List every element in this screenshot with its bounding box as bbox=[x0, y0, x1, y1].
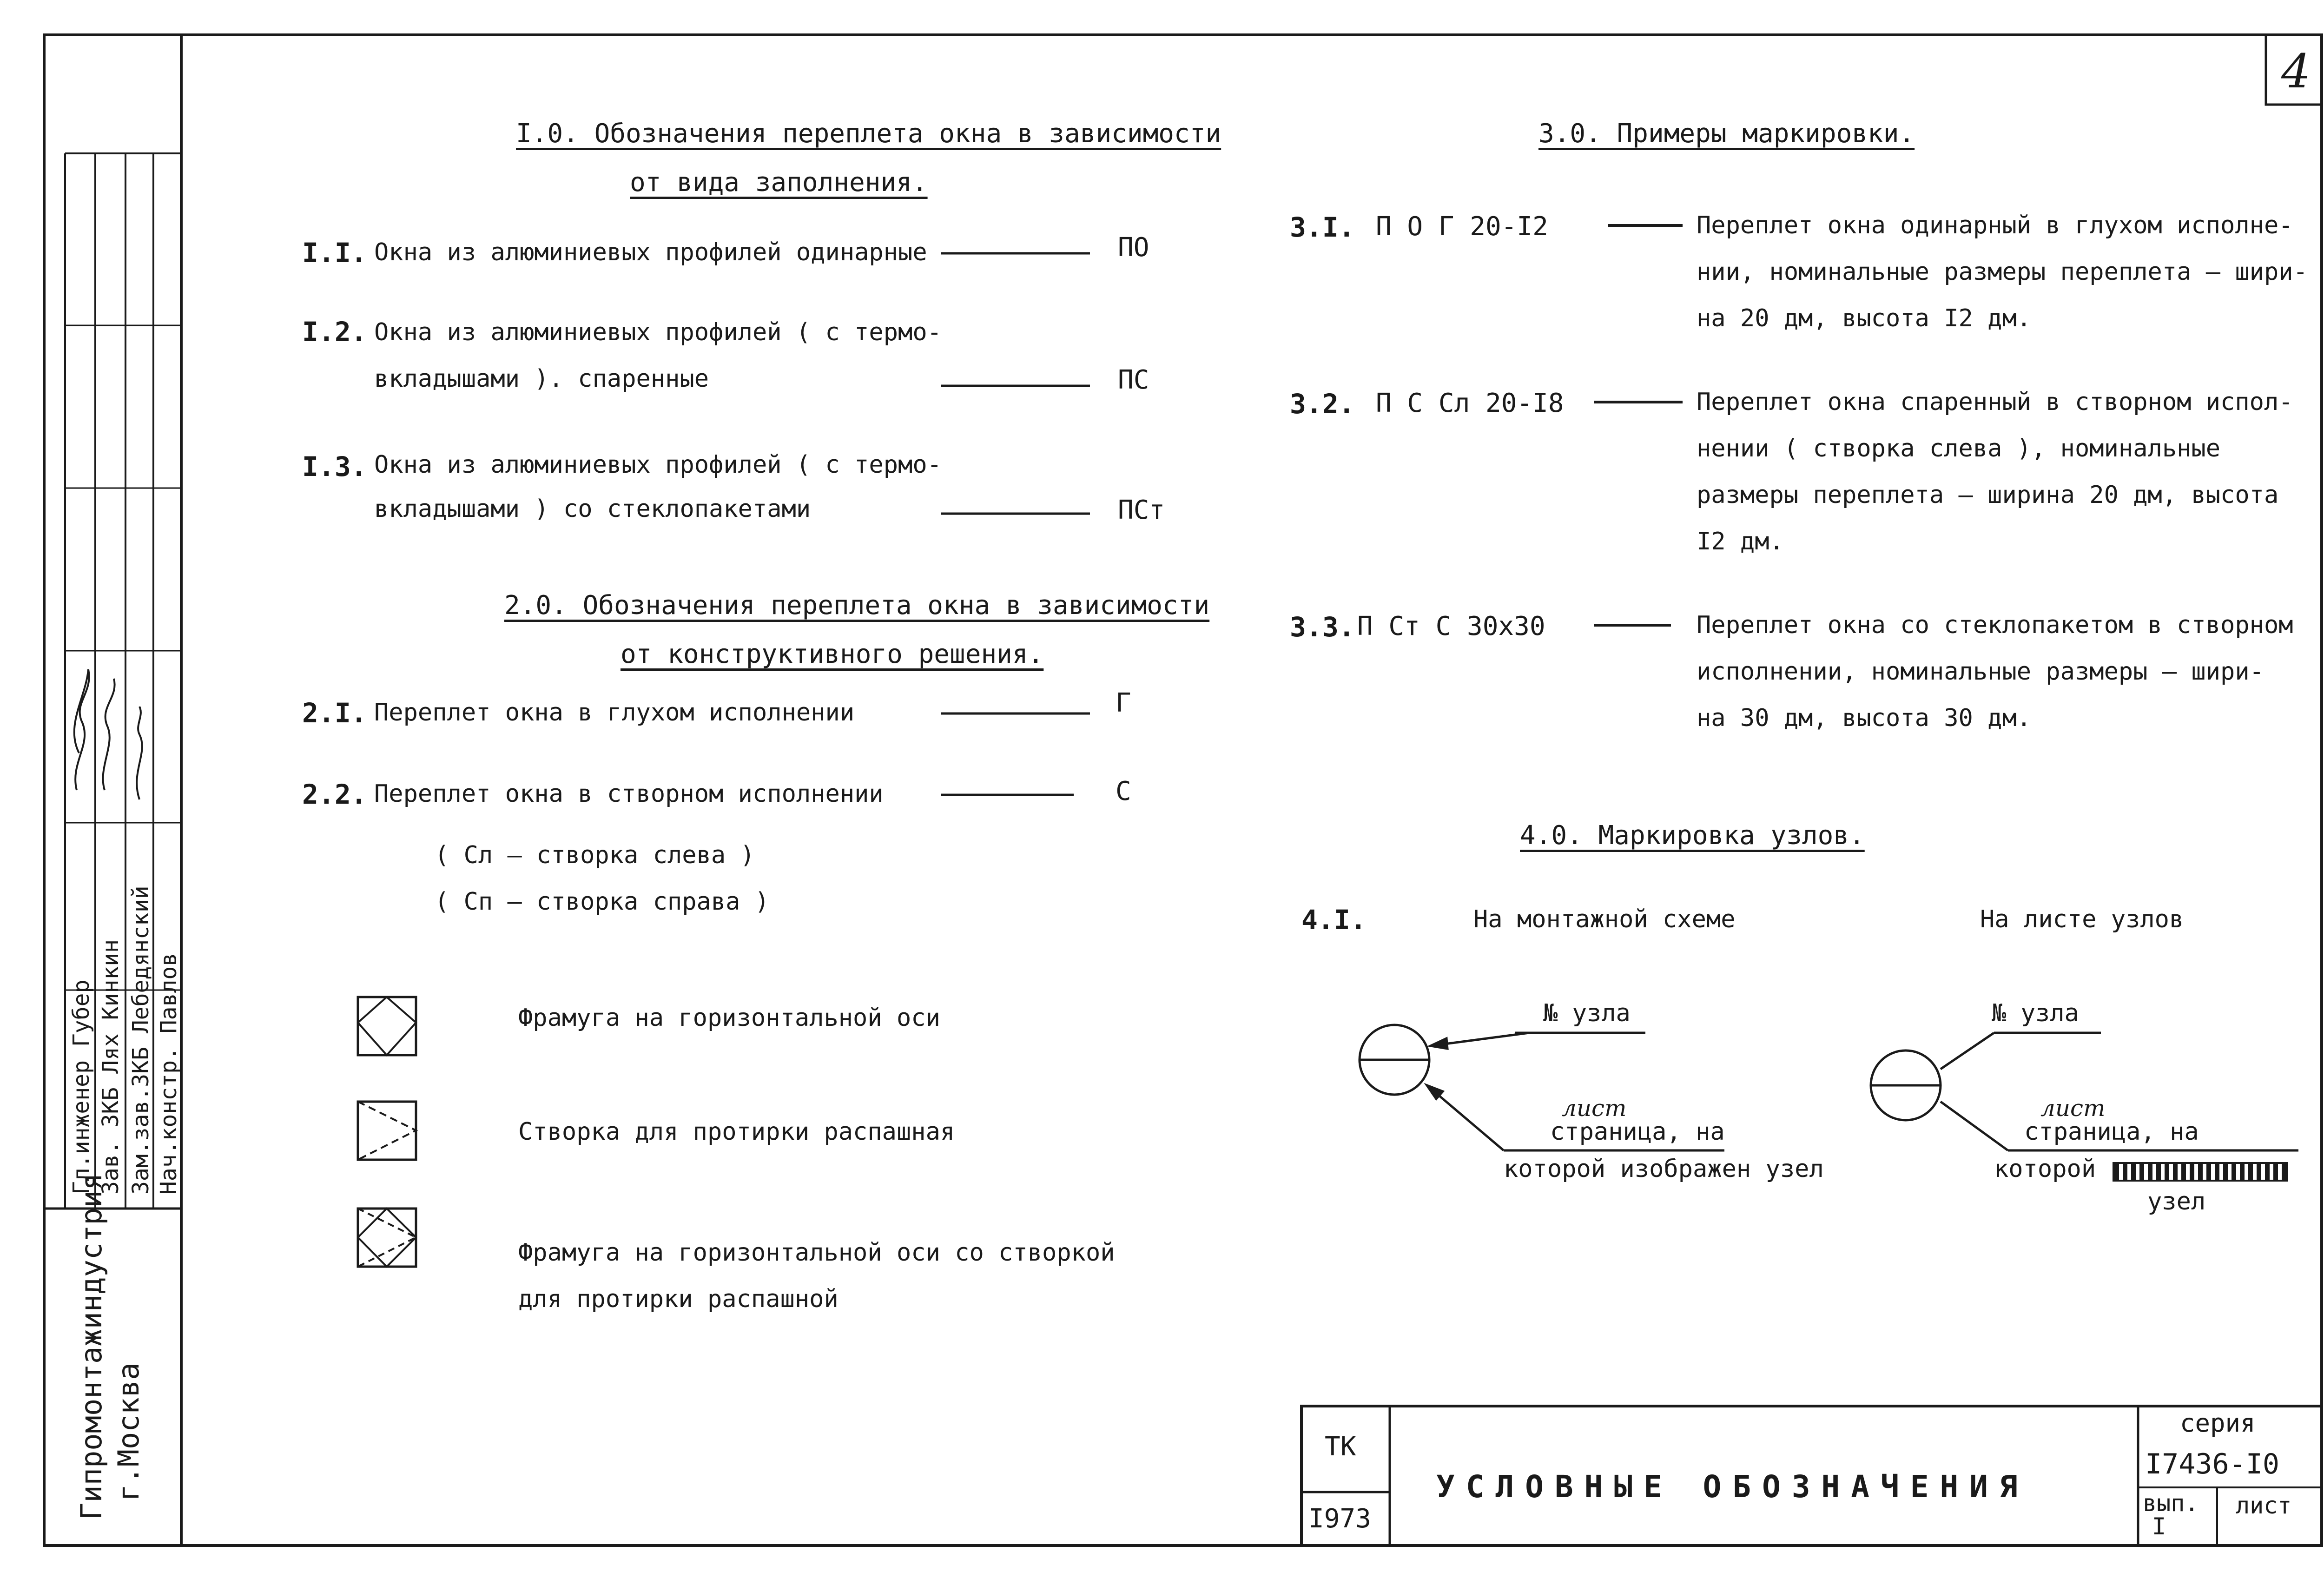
section4-title: 4.0. Маркировка узлов. bbox=[1520, 820, 1865, 851]
stamp-line-2: Зав. ЗКБ Лях Кинкин bbox=[98, 939, 124, 1195]
section3-title: 3.0. Примеры маркировки. bbox=[1538, 119, 1915, 149]
item-1-1-code: ПО bbox=[1118, 232, 1149, 263]
left-node-sheet-hand: лист bbox=[1562, 1095, 1627, 1122]
item-1-1-text: Окна из алюминиевых профилей одинарные bbox=[374, 238, 927, 266]
right-node-bottom-label2: узел bbox=[2147, 1188, 2206, 1215]
left-node-number-label: № узла bbox=[1543, 999, 1631, 1027]
left-node-caption: На монтажной схеме bbox=[1473, 905, 1736, 933]
sash-cleaning-swing-icon bbox=[358, 1102, 416, 1160]
item-2-2-code: С bbox=[1116, 776, 1131, 806]
left-node-bottom-label: которой изображен узел bbox=[1504, 1155, 1824, 1183]
note-sash-left: ( Сл – створка слева ) bbox=[435, 841, 755, 869]
item-3-1-line3: на 20 дм, высота I2 дм. bbox=[1697, 304, 2032, 332]
transom-with-sash-icon bbox=[358, 1209, 416, 1267]
issue-label: вып. bbox=[2143, 1490, 2199, 1517]
item-3-3-line2: исполнении, номинальные размеры – шири- bbox=[1697, 658, 2264, 686]
item-4-1-number: 4.I. bbox=[1301, 904, 1367, 936]
item-1-2-number: I.2. bbox=[302, 316, 367, 348]
item-3-3-line1: Переплет окна со стеклопакетом в створном bbox=[1697, 611, 2293, 639]
symbol-2-label: Створка для протирки распашная bbox=[518, 1118, 955, 1146]
item-2-1-text: Переплет окна в глухом исполнении bbox=[374, 699, 855, 727]
right-node-sheet-hand: лист bbox=[2040, 1095, 2106, 1122]
item-2-2-number: 2.2. bbox=[302, 779, 367, 810]
item-3-1-mark: П О Г 20-I2 bbox=[1376, 211, 1548, 242]
crossed-out-text-mark bbox=[2113, 1162, 2288, 1182]
item-3-2-line2: нении ( створка слева ), номинальные bbox=[1697, 435, 2221, 462]
title-block-code: ТК bbox=[1325, 1432, 1356, 1462]
symbol-3-label: Фрамуга на горизонтальной оси со створкой bbox=[518, 1239, 1115, 1267]
right-node-number-label: № узла bbox=[1992, 999, 2079, 1027]
item-2-1-code: Г bbox=[1116, 688, 1131, 718]
item-2-1-number: 2.I. bbox=[302, 697, 367, 729]
organization-name: Гипромонтажиндустрия bbox=[74, 1173, 108, 1520]
item-1-1-number: I.I. bbox=[302, 237, 367, 269]
item-3-1-line1: Переплет окна одинарный в глухом исполне- bbox=[1697, 211, 2293, 239]
item-1-3-number: I.3. bbox=[302, 451, 367, 482]
transom-horizontal-axis-icon bbox=[358, 997, 416, 1055]
symbol-1-label: Фрамуга на горизонтальной оси bbox=[518, 1004, 940, 1032]
symbol-3-label2: для протирки распашной bbox=[518, 1285, 838, 1313]
item-3-2-line1: Переплет окна спаренный в створном испол- bbox=[1697, 388, 2293, 416]
series-value: I7436-I0 bbox=[2145, 1448, 2279, 1480]
item-1-2-text: Окна из алюминиевых профилей ( с термо- bbox=[374, 318, 942, 346]
item-3-3-mark: П Ст С 30х30 bbox=[1357, 611, 1545, 641]
item-3-2-number: 3.2. bbox=[1290, 388, 1355, 420]
item-3-1-number: 3.I. bbox=[1290, 211, 1355, 243]
left-node-page-label: страница, на bbox=[1550, 1118, 1725, 1146]
item-1-2-text2: вкладышами ). спаренные bbox=[374, 365, 709, 393]
item-1-2-code: ПС bbox=[1118, 365, 1149, 395]
organization-city: г.Москва bbox=[112, 1362, 145, 1501]
right-node-bottom-label: которой bbox=[1994, 1155, 2096, 1183]
issue-value: I bbox=[2152, 1513, 2166, 1540]
item-3-2-line3: размеры переплета – ширина 20 дм, высота bbox=[1697, 481, 2279, 509]
stamp-line-1: Гл.инженер Губер bbox=[68, 979, 94, 1195]
item-1-3-text2: вкладышами ) со стеклопакетами bbox=[374, 495, 811, 523]
item-3-3-line3: на 30 дм, высота 30 дм. bbox=[1697, 704, 2032, 732]
item-3-1-line2: нии, номинальные размеры переплета – шири- bbox=[1697, 258, 2308, 286]
item-3-2-mark: П С Сл 20-I8 bbox=[1376, 388, 1564, 418]
sheet-label: лист bbox=[2236, 1492, 2292, 1519]
item-2-2-text: Переплет окна в створном исполнении bbox=[374, 780, 884, 808]
section1-title-line1: I.0. Обозначения переплета окна в зависимости bbox=[516, 119, 1221, 149]
right-node-page-label: страница, на bbox=[2024, 1118, 2199, 1146]
page-number: 4 bbox=[2281, 44, 2311, 99]
series-label: серия bbox=[2180, 1408, 2256, 1438]
section1-title-line2: от вида заполнения. bbox=[630, 167, 928, 198]
title-block-year: I973 bbox=[1308, 1504, 1371, 1534]
item-3-2-line4: I2 дм. bbox=[1697, 528, 1784, 555]
drawing-title: УСЛОВНЫЕ ОБОЗНАЧЕНИЯ bbox=[1436, 1469, 2029, 1505]
stamp-line-3: Зам.зав.ЗКБ Лебедянский bbox=[128, 885, 154, 1195]
note-sash-right: ( Сп – створка справа ) bbox=[435, 888, 770, 916]
item-1-3-text: Окна из алюминиевых профилей ( с термо- bbox=[374, 451, 942, 479]
item-1-3-code: ПСт bbox=[1118, 495, 1165, 525]
section2-title-line2: от конструктивного решения. bbox=[621, 639, 1044, 669]
stamp-line-4: Нач.констр. Павлов bbox=[156, 952, 182, 1195]
right-node-caption: На листе узлов bbox=[1980, 905, 2184, 933]
section2-title-line1: 2.0. Обозначения переплета окна в зависимости bbox=[504, 590, 1210, 621]
item-3-3-number: 3.3. bbox=[1290, 611, 1355, 643]
signature-marks bbox=[74, 669, 142, 799]
